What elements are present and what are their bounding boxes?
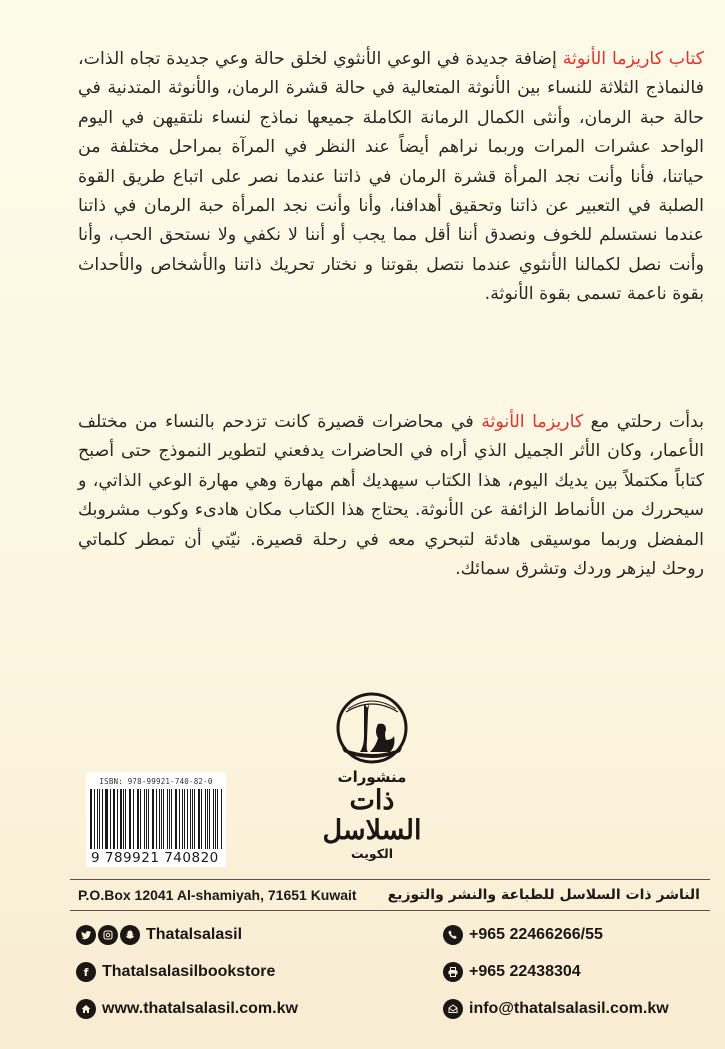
barcode-bar <box>192 789 193 849</box>
blurb-text-lead: بدأت رحلتي مع <box>583 412 704 432</box>
divider-top <box>70 879 710 880</box>
barcode-bar <box>148 789 149 849</box>
barcode-bar <box>133 789 134 849</box>
isbn-barcode <box>86 772 226 867</box>
fax-icon[interactable] <box>443 962 463 982</box>
address-arabic: الناشر ذات السلاسل للطباعة والنشر والتوزيع <box>387 887 700 903</box>
divider-bottom <box>70 910 710 911</box>
fax-row[interactable] <box>443 962 669 982</box>
email-icon[interactable] <box>443 999 463 1019</box>
publisher-address-row <box>70 881 710 909</box>
barcode-bar <box>167 789 168 849</box>
facebook-page-text: Thatalsalasilbookstore <box>102 963 276 980</box>
instagram-icon[interactable] <box>98 925 118 945</box>
barcode-bar <box>205 789 206 849</box>
barcode-bar <box>184 789 185 849</box>
website-row[interactable] <box>76 999 298 1019</box>
barcode-bar <box>123 789 124 849</box>
phone-icon[interactable] <box>443 925 463 945</box>
barcode-bar <box>114 789 115 849</box>
barcode-bar <box>130 789 131 849</box>
blurb-text: إضافة جديدة في الوعي الأنثوي لخلق حالة وعي جديدة تجاه الذات، فالنماذج الثلاثة للنساء بين الأنوثة المتعالية في حالة قشرة الرمان، والأنوثة المتدنية في حالة حبة الرمان، وأنثى الكمال الرمانة الكاملة جميعها نماذج لنساء نلتقيهن في اليوم الواحد عشرات المرات وربما نراهم أيضاً عند النظر في المرآة بمراحل مختلفة من حياتنا، فأنا وأنت نجد المرأة قشرة الرمان في ذاتنا عندما نصر على اتباع طريق القوة الصلبة في التعبير عن ذاتنا وتحقيق أهدافنا، وأنا وأنت نجد المرأة حبة الرمان في ذاتنا عندما نستسلم للخوف ونصدق أننا أقل مما يجب أو أننا لا نكفي ولا نستحق الحب، وأنا وأنت نصل لكمالنا الأنثوي عندما نتصل بقوتنا و نختار تحريك ذاتنا والأشخاص والأحداث بقوة ناعمة تسمى بقوة الأنوثة. <box>78 49 704 305</box>
facebook-icon[interactable]: f <box>76 962 96 982</box>
logo-text-country: الكويت <box>350 846 393 861</box>
barcode-bar <box>213 789 214 849</box>
phone-row[interactable] <box>443 925 669 945</box>
book-title-highlight: كتاب كاريزما الأنوثة <box>562 49 704 69</box>
logo-text-publications: منشورات <box>337 768 407 786</box>
barcode-bar <box>156 789 157 849</box>
barcode-bars <box>90 789 222 849</box>
social-handle-row[interactable] <box>76 925 298 945</box>
isbn-label: ISBN: 978-99921-740-82-0 <box>99 777 213 786</box>
barcode-bar <box>163 789 164 849</box>
home-icon[interactable] <box>76 999 96 1019</box>
barcode-bar <box>99 789 100 849</box>
barcode-bar <box>201 789 202 849</box>
publisher-logo <box>312 690 432 875</box>
address-english: P.O.Box 12041 Al-shamiyah, 71651 Kuwait <box>78 887 357 903</box>
social-contacts <box>76 925 298 1036</box>
email-row[interactable] <box>443 999 669 1019</box>
social-handle-text: Thatalsalasil <box>146 926 243 943</box>
book-title-highlight: كاريزما الأنوثة <box>481 412 584 432</box>
barcode-bar <box>176 789 177 849</box>
blurb-paragraph-2 <box>78 408 704 584</box>
twitter-icon[interactable] <box>76 925 96 945</box>
fax-number[interactable]: +965 22438304 <box>469 963 581 980</box>
barcode-digits: 9 789921 740820 <box>91 850 219 866</box>
website-link[interactable]: www.thatalsalasil.com.kw <box>102 1000 298 1017</box>
direct-contacts <box>443 925 669 1036</box>
barcode-bar <box>106 789 107 849</box>
blurb-text: في محاضرات قصيرة كانت تزدحم بالنساء من مختلف الأعمار، وكان الأثر الجميل الذي أراه في الحاضرات يدفعني لتطوير النموذج حتى أصبح كتاباً مكتملاً بين يديك اليوم، هذا الكتاب سيهديك أهم مهارة وهي مهارة الوعي الذاتي، و سيحررك من الأنماط الزائفة عن الأنوثة. يحتاج هذا الكتاب مكان هادىء وكوب مشروبك المفضل وربما موسيقى هادئة لتبحري معه في رحلة قصيرة. نيّتي أن تمطر كلماتي روحك ليزهر وردك وتشرق سمائك. <box>78 412 704 580</box>
barcode-bar <box>120 789 121 849</box>
barcode-bar <box>144 789 145 849</box>
blurb-paragraph-1 <box>78 45 704 310</box>
barcode-bar <box>97 789 98 849</box>
facebook-row[interactable] <box>76 962 298 982</box>
publisher-emblem-icon <box>334 690 410 766</box>
logo-text-name: ذات السلاسل <box>322 785 422 846</box>
snapchat-icon[interactable] <box>120 925 140 945</box>
phone-number[interactable]: +965 22466266/55 <box>469 926 603 943</box>
email-address[interactable]: info@thatalsalasil.com.kw <box>469 1000 669 1017</box>
